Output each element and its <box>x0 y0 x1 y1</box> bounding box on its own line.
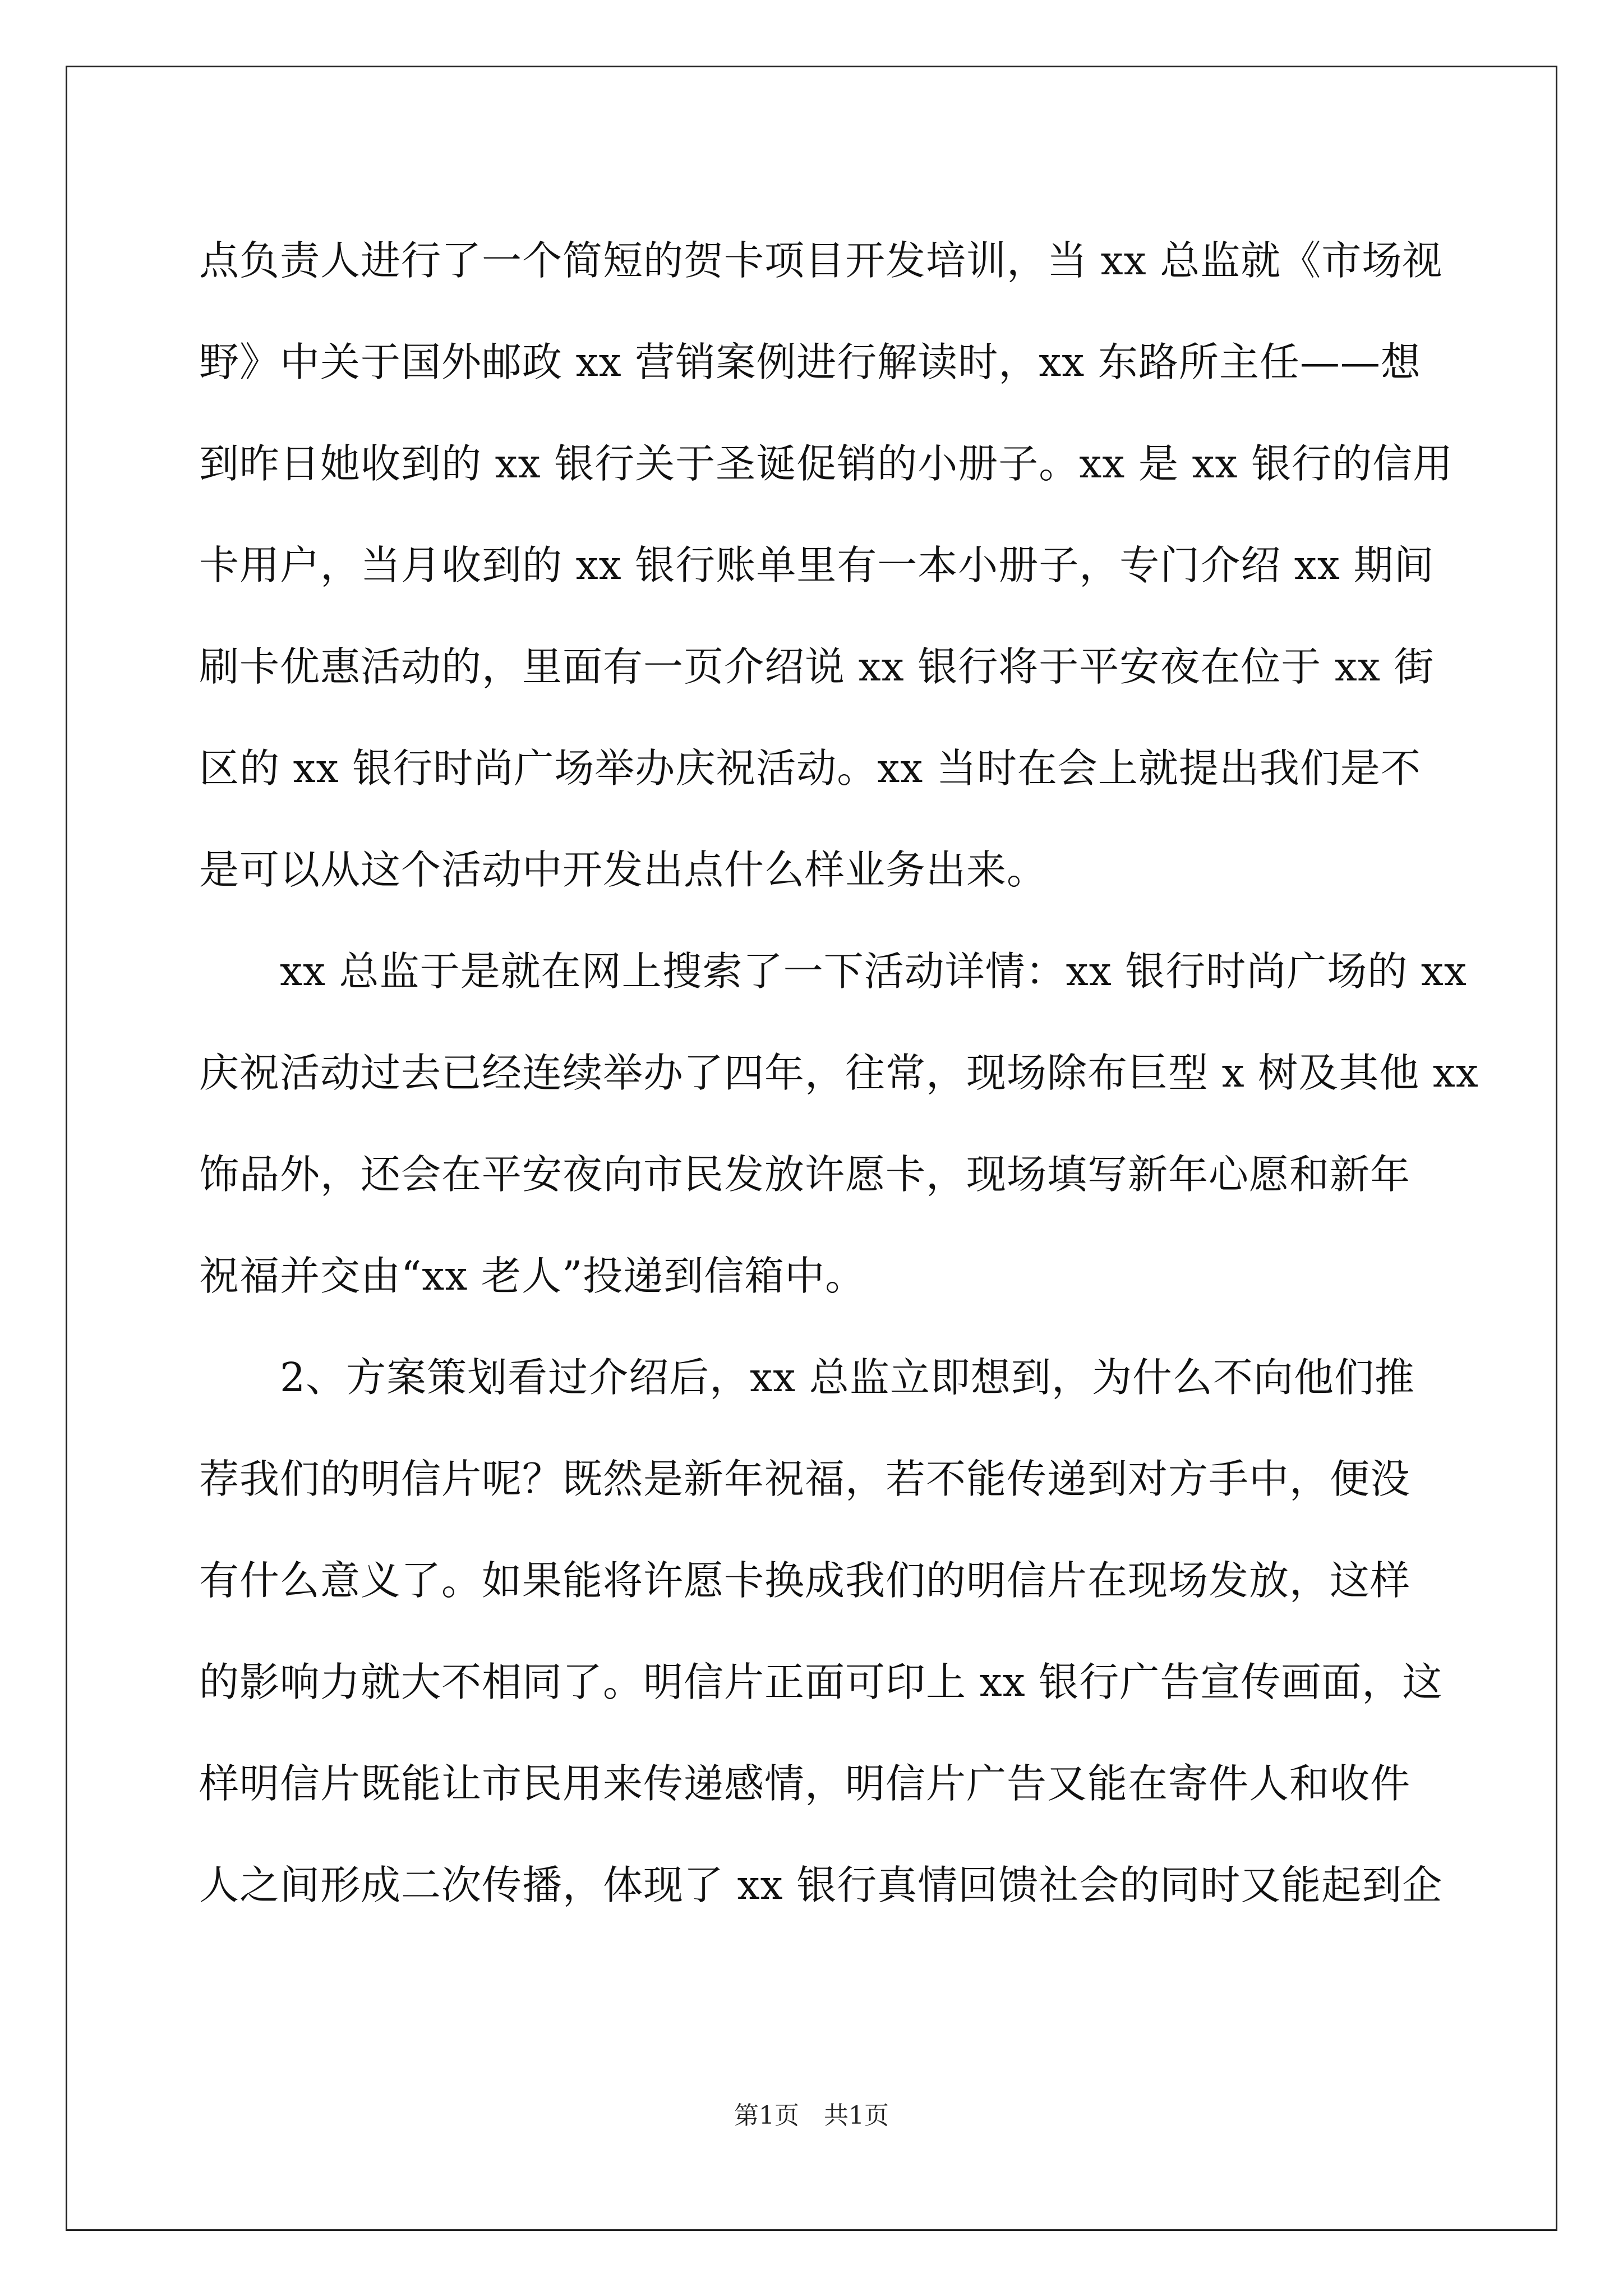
document-body <box>199 210 1479 1936</box>
text-line: 点负责人进行了一个简短的贺卡项目开发培训，当 xx 总监就《市场视 <box>199 237 1443 284</box>
text-line: 荐我们的明信片呢？既然是新年祝福，若不能传递到对方手中，便没 <box>199 1456 1411 1502</box>
text-line: 2、方案策划看过介绍后，xx 总监立即想到，为什么不向他们推 <box>199 1354 1415 1401</box>
text-line: 样明信片既能让市民用来传递感情，明信片广告又能在寄件人和收件 <box>199 1760 1411 1807</box>
page-number-footer: 第1页 共1页 <box>734 2101 889 2130</box>
text-line: 野》中关于国外邮政 xx 营销案例进行解读时，xx 东路所主任——想 <box>199 339 1421 385</box>
text-line: 人之间形成二次传播，体现了 xx 银行真情回馈社会的同时又能起到企 <box>199 1862 1443 1908</box>
text-line: 刷卡优惠活动的，里面有一页介绍说 xx 银行将于平安夜在位于 xx 街 <box>199 643 1435 690</box>
text-line: 区的 xx 银行时尚广场举办庆祝活动。xx 当时在会上就提出我们是不 <box>199 745 1421 792</box>
text-line: 饰品外，还会在平安夜向市民发放许愿卡，现场填写新年心愿和新年 <box>199 1151 1411 1198</box>
text-line: xx 总监于是就在网上搜索了一下活动详情：xx 银行时尚广场的 xx <box>199 948 1467 995</box>
text-line: 到昨日她收到的 xx 银行关于圣诞促销的小册子。xx 是 xx 银行的信用 <box>199 440 1454 487</box>
text-line: 庆祝活动过去已经连续举办了四年，往常，现场除布巨型 x 树及其他 xx <box>199 1050 1479 1096</box>
text-line: 祝福并交由“xx 老人”投递到信箱中。 <box>199 1253 866 1299</box>
text-line: 的影响力就大不相同了。明信片正面可印上 xx 银行广告宣传画面，这 <box>199 1659 1443 1705</box>
text-line: 是可以从这个活动中开发出点什么样业务出来。 <box>199 846 1048 893</box>
text-line: 有什么意义了。如果能将许愿卡换成我们的明信片在现场发放，这样 <box>199 1557 1411 1604</box>
text-line: 卡用户，当月收到的 xx 银行账单里有一本小册子，专门介绍 xx 期间 <box>199 542 1435 588</box>
